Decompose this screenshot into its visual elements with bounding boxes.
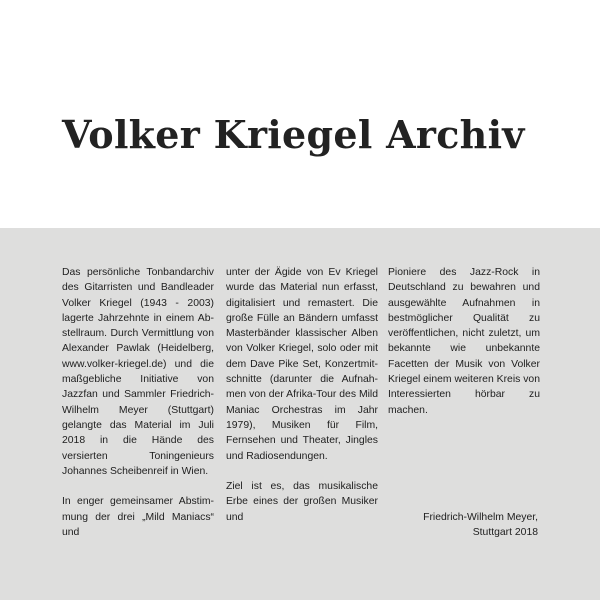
column-2-paragraph-1: unter der Ägide von Ev Kriegel wurde das Material nun erfasst, digitalisiert und remastert. Die große Fülle an Bändern umfasst Masterbänder klassischer Alben von Volker Kriegel, solo oder mit dem Dave Pike Set, Konzertmitschnitte (darunter die Aufnahmen von der Afrika-Tour des Mild Maniac Orchestras im Jahr 1979), Musiken für Film, Fernsehen und Theater, Jingles und Radiosendungen. [226, 267, 378, 462]
text-column-3 [388, 265, 540, 418]
column-1-paragraph-2: In enger gemeinsamer Abstimmung der drei „Mild Maniacs“ und [62, 496, 214, 539]
column-3-paragraph-1: Pioniere des Jazz-Rock in Deutschland zu bewahren und ausgewählte Aufnahmen in bestmöglicher Qualität zu veröffentlichen, nicht zuletzt, um bekannte wie unbekannte Facetten der Musik von Volker Kriegel einem weiteren Kreis von Interessierten hörbar zu machen. [388, 267, 540, 416]
signature-name: Friedrich-Wilhelm Meyer, [423, 512, 538, 523]
column-2-paragraph-2: Ziel ist es, das musikalische Erbe eines der großen Musiker und [226, 481, 378, 523]
column-1-paragraph-1: Das persönliche Tonbandarchiv des Gitarristen und Bandleader Volker Kriegel (1943 - 2003) lagerte Jahrzehnte in einem Abstellraum. Durch Vermittlung von Alexander Pawlak (Heidelberg, www.volker-kriegel.de) und die maßgebliche Initiative von Jazzfan und Sammler Friedrich-Wilhelm Meyer (Stuttgart) gelangte das Material im Juli 2018 in die Hände des versierten Toningenieurs Johannes Scheibenreif in Wien. [62, 267, 214, 477]
page-title: Volker Kriegel Archiv [62, 112, 525, 157]
text-column-2 [226, 265, 378, 525]
signature [388, 510, 538, 541]
signature-place-date: Stuttgart 2018 [472, 527, 538, 539]
title-area [0, 0, 600, 228]
text-column-1 [62, 265, 214, 540]
